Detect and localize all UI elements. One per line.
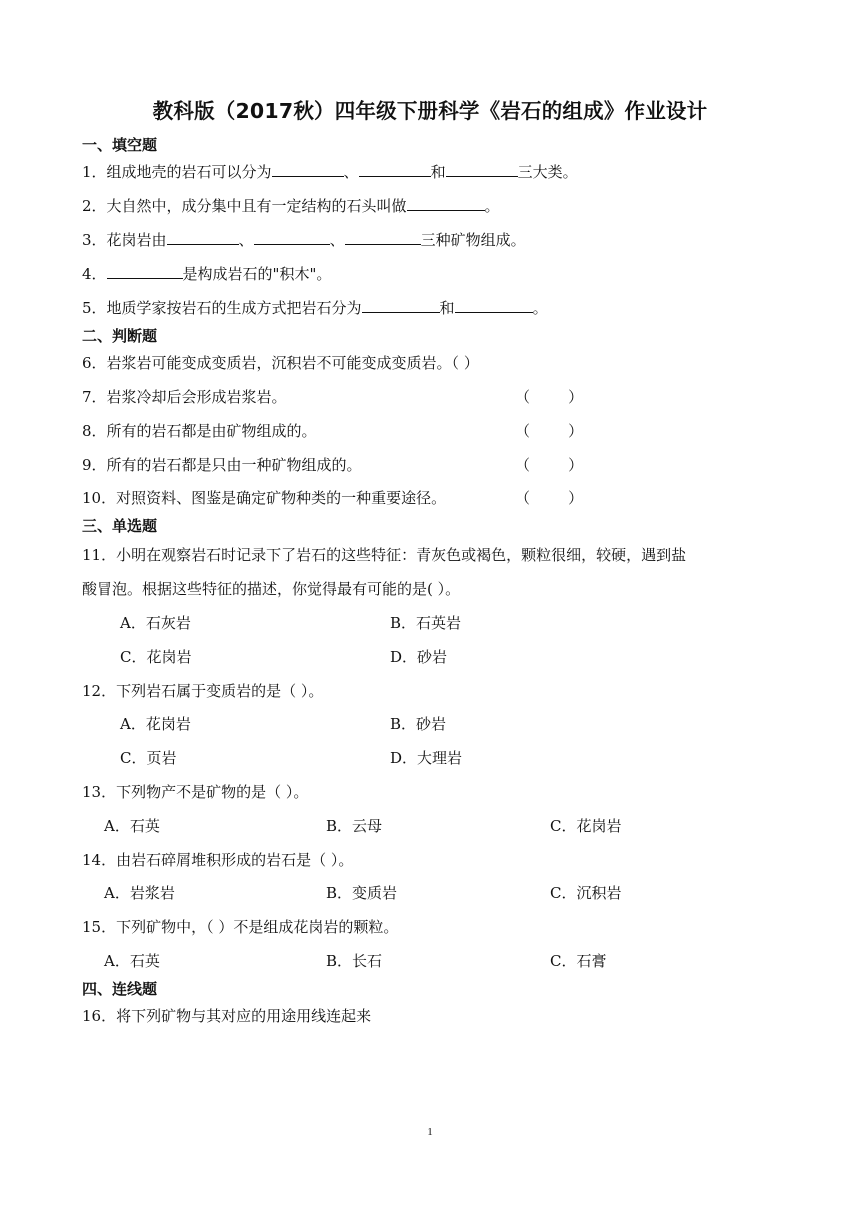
question-5 (82, 297, 548, 318)
option-b[interactable]: B．变质岩 (326, 884, 398, 902)
q3-sep2: 、 (329, 231, 345, 249)
option-d[interactable]: D．砂岩 (390, 648, 448, 666)
option-b[interactable]: B．石英岩 (390, 614, 462, 632)
answer-blank[interactable] (455, 298, 533, 313)
section-heading-match: 四、连线题 (82, 980, 158, 998)
answer-parentheses[interactable]: （ ） (515, 489, 584, 507)
question-9: 9．所有的岩石都是只由一种矿物组成的。 (82, 456, 362, 474)
answer-blank[interactable] (407, 196, 485, 211)
option-a[interactable]: A．花岗岩 (120, 715, 191, 733)
question-15: 15．下列矿物中，（ ）不是组成花岗岩的颗粒。 (82, 918, 399, 936)
question-13: 13．下列物产不是矿物的是（ ）。 (82, 783, 309, 801)
option-b[interactable]: B．砂岩 (390, 715, 447, 733)
q4-num: 4． (82, 265, 107, 283)
q5-text: 5．地质学家按岩石的生成方式把岩石分为 (82, 299, 362, 317)
question-6: 6．岩浆岩可能变成变质岩，沉积岩不可能变成变质岩。（ ） (82, 354, 479, 372)
section-heading-fill: 一、填空题 (82, 136, 158, 154)
q1-and: 和 (430, 163, 446, 181)
option-a[interactable]: A．岩浆岩 (104, 884, 175, 902)
section-heading-judge: 二、判断题 (82, 327, 158, 345)
option-b[interactable]: B．长石 (326, 952, 383, 970)
q1-end: 三大类。 (517, 163, 578, 181)
answer-blank[interactable] (446, 162, 518, 177)
option-c[interactable]: C．页岩 (120, 749, 177, 767)
option-a[interactable]: A．石英 (104, 817, 160, 835)
q4-text: 是构成岩石的"积木"。 (182, 265, 332, 283)
question-11-line-2: 酸冒泡。根据这些特征的描述，你觉得最有可能的是( ）。 (82, 580, 461, 598)
answer-blank[interactable] (167, 230, 239, 245)
question-2 (82, 195, 500, 216)
q5-and: 和 (439, 299, 455, 317)
question-10: 10．对照资料、图鉴是确定矿物种类的一种重要途径。 (82, 489, 447, 507)
option-a[interactable]: A．石英 (104, 952, 160, 970)
question-7: 7．岩浆冷却后会形成岩浆岩。 (82, 388, 287, 406)
answer-blank[interactable] (254, 230, 330, 245)
q1-text: 1．组成地壳的岩石可以分为 (82, 163, 272, 181)
option-c[interactable]: C．花岗岩 (120, 648, 192, 666)
question-1 (82, 161, 578, 182)
question-14: 14．由岩石碎屑堆积形成的岩石是（ ）。 (82, 851, 354, 869)
question-8: 8．所有的岩石都是由矿物组成的。 (82, 422, 317, 440)
option-c[interactable]: C．沉积岩 (550, 884, 622, 902)
q3-sep1: 、 (238, 231, 254, 249)
answer-blank[interactable] (362, 298, 440, 313)
section-heading-choice: 三、单选题 (82, 517, 158, 535)
document-title: 教科版（2017秋）四年级下册科学《岩石的组成》作业设计 (152, 99, 708, 123)
option-d[interactable]: D．大理岩 (390, 749, 463, 767)
question-3 (82, 229, 526, 250)
option-b[interactable]: B．云母 (326, 817, 383, 835)
question-11-line-1: 11．小明在观察岩石时记录下了岩石的这些特征：青灰色或褐色，颗粒很细，较硬，遇到盐 (82, 546, 687, 564)
q2-text: 2．大自然中，成分集中且有一定结构的石头叫做 (82, 197, 407, 215)
option-c[interactable]: C．石膏 (550, 952, 607, 970)
q1-sep: 、 (343, 163, 359, 181)
answer-parentheses[interactable]: （ ） (515, 456, 584, 474)
option-a[interactable]: A．石灰岩 (120, 614, 191, 632)
answer-blank[interactable] (107, 264, 183, 279)
page-number: 1 (427, 1126, 433, 1138)
option-c[interactable]: C．花岗岩 (550, 817, 622, 835)
q2-end: 。 (484, 197, 500, 215)
answer-parentheses[interactable]: （ ） (515, 422, 584, 440)
answer-blank[interactable] (345, 230, 421, 245)
answer-blank[interactable] (272, 162, 344, 177)
answer-blank[interactable] (359, 162, 431, 177)
question-4 (82, 263, 331, 284)
q3-end: 三种矿物组成。 (420, 231, 526, 249)
question-16: 16．将下列矿物与其对应的用途用线连起来 (82, 1007, 372, 1025)
q3-text: 3．花岗岩由 (82, 231, 167, 249)
q5-end: 。 (532, 299, 548, 317)
answer-parentheses[interactable]: （ ） (515, 388, 584, 406)
question-12: 12．下列岩石属于变质岩的是（ ）。 (82, 682, 324, 700)
